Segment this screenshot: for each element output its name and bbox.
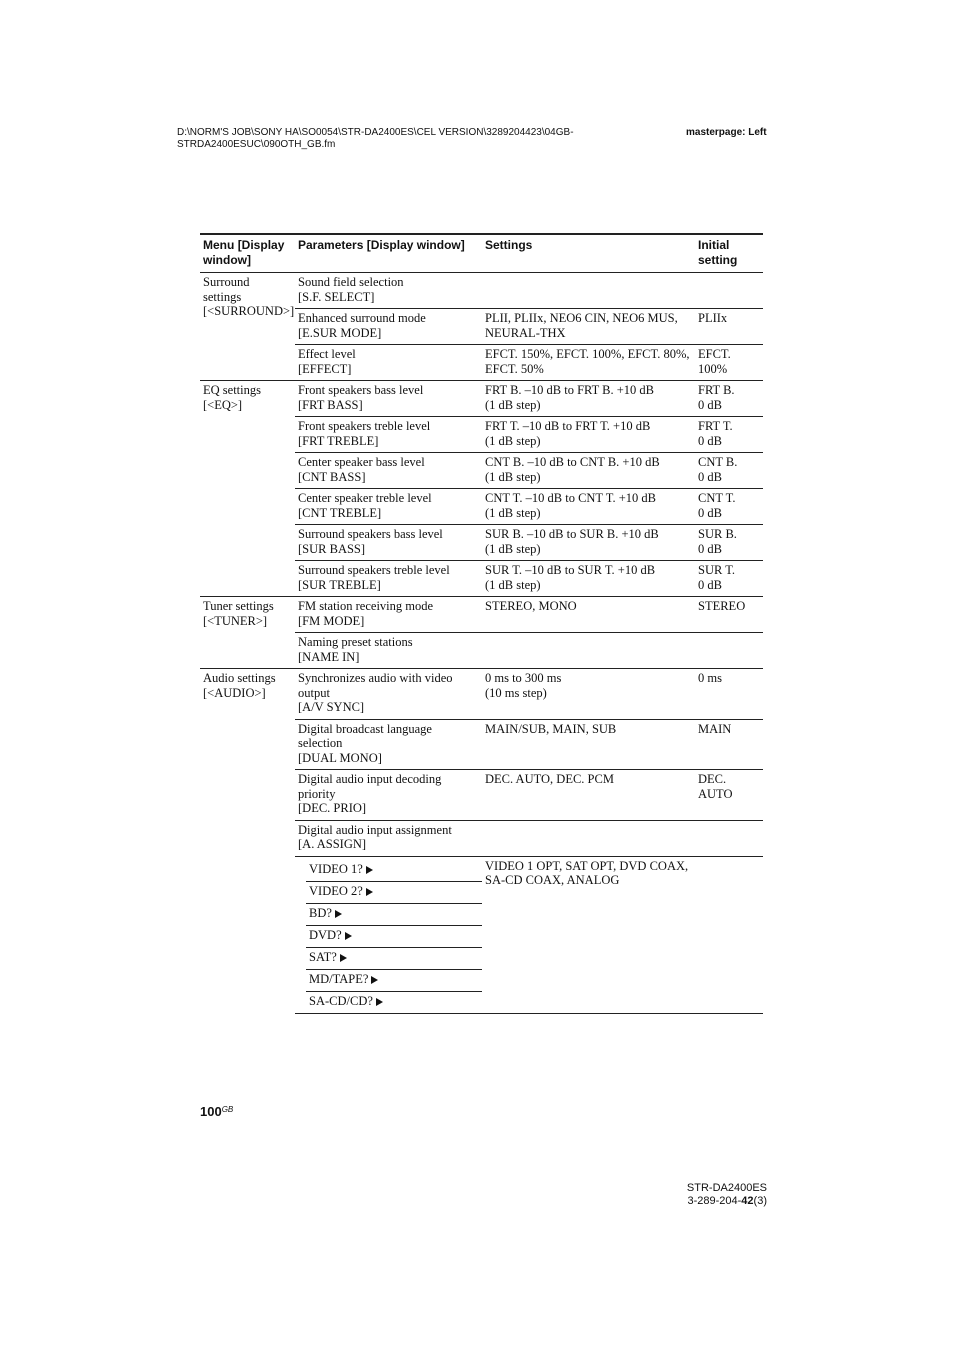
settings-line: MAIN/SUB, MAIN, SUB bbox=[485, 721, 617, 736]
header-parameters-line: Parameters bbox=[298, 238, 364, 252]
param-line: [A. ASSIGN] bbox=[298, 837, 367, 851]
settings-line: (1 dB step) bbox=[485, 541, 541, 556]
header-settings: Settings bbox=[482, 234, 695, 273]
assign-input-label: VIDEO 2? bbox=[309, 883, 363, 898]
assign-input-video1 bbox=[306, 860, 482, 881]
header-parameters-line: [Display window] bbox=[366, 238, 465, 252]
table-row bbox=[200, 597, 763, 633]
initial-name-in bbox=[695, 633, 763, 669]
menu-group-audio bbox=[200, 669, 295, 1014]
param-line: Effect level bbox=[298, 347, 356, 361]
param-line: [DEC. PRIO] bbox=[298, 801, 367, 815]
param-line: [SUR TREBLE] bbox=[298, 577, 381, 592]
settings-frt-bass bbox=[482, 381, 695, 417]
initial-dec-prio bbox=[695, 770, 763, 821]
group-line: [<SURROUND>] bbox=[203, 304, 295, 318]
initial-line: 100% bbox=[698, 361, 728, 376]
settings-line: NEURAL-THX bbox=[485, 325, 566, 340]
param-line: [S.F. SELECT] bbox=[298, 289, 375, 304]
initial-esur-mode bbox=[695, 309, 763, 345]
settings-line: STEREO, MONO bbox=[485, 599, 577, 613]
param-line: [CNT BASS] bbox=[298, 469, 366, 484]
initial-frt-bass bbox=[695, 381, 763, 417]
param-dec-prio bbox=[295, 770, 482, 821]
assign-input-sat bbox=[306, 947, 482, 969]
part-code bbox=[687, 1195, 767, 1208]
settings-line: CNT B. –10 dB to CNT B. +10 dB bbox=[485, 455, 660, 469]
param-line: [EFFECT] bbox=[298, 361, 352, 376]
footer-model-info bbox=[687, 1182, 767, 1207]
right-arrow-icon bbox=[366, 888, 373, 896]
header-initial-line: setting bbox=[698, 252, 738, 267]
initial-av-sync bbox=[695, 669, 763, 720]
param-line: Center speaker bass level bbox=[298, 455, 425, 469]
initial-line: 0 dB bbox=[698, 541, 722, 556]
assign-input-label: VIDEO 1? bbox=[309, 861, 363, 876]
settings-av-sync bbox=[482, 669, 695, 720]
param-frt-treble bbox=[295, 417, 482, 453]
menu-group-surround bbox=[200, 273, 295, 381]
initial-dual-mono bbox=[695, 719, 763, 770]
settings-line: FRT T. –10 dB to FRT T. +10 dB bbox=[485, 419, 651, 433]
initial-line: STEREO bbox=[698, 599, 746, 613]
settings-dec-prio bbox=[482, 770, 695, 821]
group-line: [<AUDIO>] bbox=[203, 685, 266, 700]
initial-line: 0 dB bbox=[698, 469, 722, 484]
table-header-row bbox=[200, 234, 763, 273]
settings-line: CNT T. –10 dB to CNT T. +10 dB bbox=[485, 491, 656, 505]
settings-line: EFCT. 150%, EFCT. 100%, EFCT. 80%, bbox=[485, 347, 690, 361]
param-line: [FM MODE] bbox=[298, 613, 365, 628]
settings-dual-mono bbox=[482, 719, 695, 770]
param-line: [FRT BASS] bbox=[298, 397, 363, 412]
param-line: Digital audio input decoding bbox=[298, 772, 442, 786]
initial-sf-select bbox=[695, 273, 763, 309]
param-esur-mode bbox=[295, 309, 482, 345]
param-line: Front speakers bass level bbox=[298, 383, 424, 397]
settings-fm-mode bbox=[482, 597, 695, 633]
settings-line: SA-CD COAX, ANALOG bbox=[485, 873, 620, 887]
initial-sur-treble bbox=[695, 561, 763, 597]
right-arrow-icon bbox=[366, 866, 373, 874]
initial-effect bbox=[695, 345, 763, 381]
initial-line: 0 dB bbox=[698, 397, 722, 412]
group-line: Tuner settings bbox=[203, 599, 274, 613]
settings-effect bbox=[482, 345, 695, 381]
settings-sur-bass bbox=[482, 525, 695, 561]
group-line: [<TUNER>] bbox=[203, 613, 268, 628]
settings-esur-mode bbox=[482, 309, 695, 345]
param-line: FM station receiving mode bbox=[298, 599, 434, 613]
header-menu-line: Menu bbox=[203, 238, 235, 252]
settings-a-assign bbox=[482, 820, 695, 856]
param-cnt-bass bbox=[295, 453, 482, 489]
assign-input-label: MD/TAPE? bbox=[309, 971, 369, 986]
page-number bbox=[200, 1104, 233, 1119]
right-arrow-icon bbox=[345, 932, 352, 940]
param-line: priority bbox=[298, 786, 336, 801]
param-av-sync bbox=[295, 669, 482, 720]
param-line: Digital audio input assignment bbox=[298, 822, 452, 837]
settings-line: (1 dB step) bbox=[485, 577, 541, 592]
initial-frt-treble bbox=[695, 417, 763, 453]
header-initial-line: Initial bbox=[698, 238, 730, 252]
assign-input-bd bbox=[306, 903, 482, 925]
param-line: Front speakers treble level bbox=[298, 419, 431, 433]
settings-sur-treble bbox=[482, 561, 695, 597]
settings-assign-inputs bbox=[482, 856, 695, 1013]
param-line: Surround speakers treble level bbox=[298, 563, 450, 577]
initial-assign-inputs bbox=[695, 856, 763, 1013]
initial-cnt-bass bbox=[695, 453, 763, 489]
initial-line: EFCT. bbox=[698, 347, 731, 361]
initial-fm-mode bbox=[695, 597, 763, 633]
right-arrow-icon bbox=[340, 954, 347, 962]
settings-name-in bbox=[482, 633, 695, 669]
param-line: [DUAL MONO] bbox=[298, 750, 382, 765]
param-line: Center speaker treble level bbox=[298, 491, 432, 505]
assign-input-label: BD? bbox=[309, 905, 332, 920]
param-fm-mode bbox=[295, 597, 482, 633]
initial-line: 0 dB bbox=[698, 433, 722, 448]
initial-cnt-treble bbox=[695, 489, 763, 525]
param-line: selection bbox=[298, 736, 343, 750]
group-line: Audio settings bbox=[203, 671, 276, 685]
param-line: Digital broadcast language bbox=[298, 721, 432, 736]
initial-line: PLIIx bbox=[698, 311, 728, 325]
settings-table bbox=[200, 233, 763, 1014]
param-line: [E.SUR MODE] bbox=[298, 325, 382, 340]
table-row bbox=[200, 273, 763, 309]
settings-line: VIDEO 1 OPT, SAT OPT, DVD COAX, bbox=[485, 858, 689, 873]
assign-input-md-tape bbox=[306, 969, 482, 991]
param-a-assign bbox=[295, 820, 482, 856]
initial-line: FRT B. bbox=[698, 383, 735, 397]
settings-frt-treble bbox=[482, 417, 695, 453]
initial-line: DEC. bbox=[698, 772, 727, 786]
header-menu-line: [Display bbox=[237, 238, 285, 252]
param-frt-bass bbox=[295, 381, 482, 417]
assign-input-list bbox=[306, 860, 482, 1013]
settings-cnt-treble bbox=[482, 489, 695, 525]
settings-line: 0 ms to 300 ms bbox=[485, 671, 562, 685]
page-number-value: 100 bbox=[200, 1104, 222, 1119]
settings-line: SUR B. –10 dB to SUR B. +10 dB bbox=[485, 527, 659, 541]
model-name: STR-DA2400ES bbox=[686, 1182, 767, 1194]
assign-input-video2 bbox=[306, 881, 482, 903]
param-line: [NAME IN] bbox=[298, 649, 360, 664]
param-cnt-treble bbox=[295, 489, 482, 525]
assign-input-dvd bbox=[306, 925, 482, 947]
part-code-prefix: 3-289-204- bbox=[687, 1194, 742, 1207]
initial-line: CNT T. bbox=[698, 491, 736, 505]
settings-cnt-bass bbox=[482, 453, 695, 489]
initial-line: SUR B. bbox=[698, 527, 737, 541]
menu-group-eq bbox=[200, 381, 295, 597]
header-menu-line: window] bbox=[203, 252, 251, 267]
initial-line: CNT B. bbox=[698, 455, 738, 469]
param-line: Synchronizes audio with video bbox=[298, 671, 453, 685]
page-number-suffix: GB bbox=[221, 1105, 234, 1114]
param-line: [FRT TREBLE] bbox=[298, 433, 379, 448]
initial-line: FRT T. bbox=[698, 419, 733, 433]
param-line: [SUR BASS] bbox=[298, 541, 366, 556]
param-line: Enhanced surround mode bbox=[298, 311, 426, 325]
masterpage-label: masterpage: Left bbox=[686, 127, 767, 138]
file-path-header bbox=[177, 127, 574, 151]
param-line: Surround speakers bass level bbox=[298, 527, 443, 541]
file-path-line-2: STRDA2400ESUC\090OTH_GB.fm bbox=[177, 139, 336, 150]
assign-input-sacd-cd bbox=[306, 991, 482, 1013]
table-row bbox=[200, 381, 763, 417]
assign-inputs-cell bbox=[295, 856, 482, 1013]
initial-line: MAIN bbox=[698, 721, 732, 736]
settings-line: (1 dB step) bbox=[485, 397, 541, 412]
group-line: [<EQ>] bbox=[203, 397, 243, 412]
param-line: [CNT TREBLE] bbox=[298, 505, 382, 520]
table-row bbox=[200, 669, 763, 720]
file-path-line-1: D:\NORM'S JOB\SONY HA\SO0054\STR-DA2400ES\CEL VERSION\3289204423\04GB- bbox=[177, 127, 574, 138]
param-sf-select bbox=[295, 273, 482, 309]
param-line: [A/V SYNC] bbox=[298, 700, 365, 714]
settings-line: FRT B. –10 dB to FRT B. +10 dB bbox=[485, 383, 655, 397]
assign-input-label: DVD? bbox=[309, 927, 342, 942]
menu-group-tuner bbox=[200, 597, 295, 669]
assign-input-label: SA-CD/CD? bbox=[309, 993, 373, 1008]
param-line: Naming preset stations bbox=[298, 635, 413, 649]
initial-a-assign bbox=[695, 820, 763, 856]
settings-line: SUR T. –10 dB to SUR T. +10 dB bbox=[485, 563, 656, 577]
param-sur-treble bbox=[295, 561, 482, 597]
settings-line: (1 dB step) bbox=[485, 505, 541, 520]
param-effect bbox=[295, 345, 482, 381]
param-dual-mono bbox=[295, 719, 482, 770]
header-menu bbox=[200, 234, 295, 273]
right-arrow-icon bbox=[335, 910, 342, 918]
header-parameters bbox=[295, 234, 482, 273]
right-arrow-icon bbox=[371, 976, 378, 984]
settings-line: (10 ms step) bbox=[485, 685, 547, 700]
right-arrow-icon bbox=[376, 998, 383, 1006]
part-code-bold: 42 bbox=[741, 1194, 754, 1207]
param-line: Sound field selection bbox=[298, 275, 404, 289]
initial-sur-bass bbox=[695, 525, 763, 561]
param-sur-bass bbox=[295, 525, 482, 561]
settings-line: DEC. AUTO, DEC. PCM bbox=[485, 772, 614, 786]
assign-input-label: SAT? bbox=[309, 949, 337, 964]
settings-line: EFCT. 50% bbox=[485, 361, 544, 376]
settings-sf-select bbox=[482, 273, 695, 309]
settings-line: PLII, PLIIx, NEO6 CIN, NEO6 MUS, bbox=[485, 311, 678, 325]
initial-line: 0 dB bbox=[698, 577, 722, 592]
group-line: settings bbox=[203, 289, 242, 304]
settings-line: (1 dB step) bbox=[485, 433, 541, 448]
group-line: EQ settings bbox=[203, 383, 261, 397]
param-line: output bbox=[298, 685, 330, 700]
group-line: Surround bbox=[203, 275, 250, 289]
initial-line: SUR T. bbox=[698, 563, 736, 577]
header-initial-setting bbox=[695, 234, 763, 273]
initial-line: 0 dB bbox=[698, 505, 722, 520]
settings-line: (1 dB step) bbox=[485, 469, 541, 484]
param-name-in bbox=[295, 633, 482, 669]
initial-line: 0 ms bbox=[698, 671, 722, 685]
part-code-suffix: (3) bbox=[753, 1194, 767, 1207]
initial-line: AUTO bbox=[698, 786, 733, 801]
